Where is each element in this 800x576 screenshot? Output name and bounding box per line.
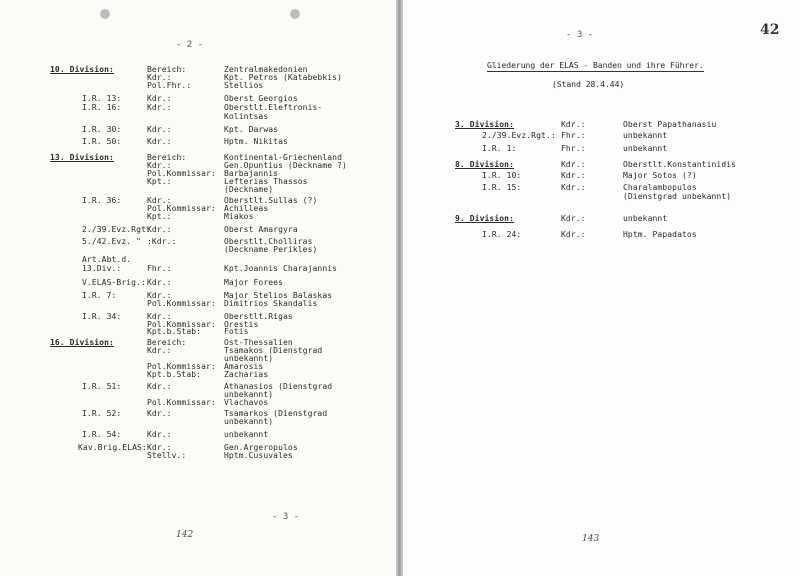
right-row-unit: I.R. 15:: [482, 183, 522, 192]
left-row-unit: I.R. 51:: [82, 382, 122, 391]
right-row-role: Fhr.:: [561, 131, 586, 140]
right-row-unit: I.R. 24:: [482, 230, 522, 239]
left-row-name: Stellios: [224, 81, 264, 90]
right-row-unit: 8. Division:: [455, 160, 514, 169]
left-row-role: Fhr.:: [147, 264, 172, 273]
page-gutter: [396, 0, 403, 576]
right-row-name: Major Sotos (?): [623, 171, 697, 180]
left-page-number-bottom: - 3 -: [272, 512, 300, 522]
left-folio-handwritten: 142: [176, 530, 194, 540]
left-row-name: Oberst Georgios: [224, 94, 298, 103]
left-row-name: Oberstlt.Rigas: [224, 312, 293, 321]
right-row-name: Oberstlt.Konstantinidis: [623, 160, 737, 169]
right-row-role: Fhr.:: [561, 144, 586, 153]
left-row-role: Pol.Kommissar:: [147, 320, 216, 329]
left-row-unit: I.R. 54:: [82, 430, 122, 439]
left-row-unit: I.R. 7:: [82, 291, 117, 300]
right-row-unit: 9. Division:: [455, 214, 514, 223]
left-row-role: Kpt.b.Stab:: [147, 370, 202, 379]
left-row-name: Achilleas: [224, 204, 269, 213]
right-row-unit: I.R. 10:: [482, 171, 522, 180]
left-row-name: Hptm. Nikitas: [224, 137, 288, 146]
left-row-unit: 5./42.Evz. ": [82, 237, 141, 246]
right-stand-date: (Stand 28.4.44): [552, 80, 625, 89]
left-row-unit: I.R. 13:: [82, 94, 122, 103]
left-row-role: Kdr.:: [147, 291, 172, 300]
left-row-name: Zentralmakedonien: [224, 65, 308, 74]
left-row-name: Kpt. Petros (Katabebkis): [224, 73, 342, 82]
left-row-name: Vlachavos: [224, 398, 269, 407]
left-row-name: Barbajannis: [224, 169, 279, 178]
left-page-number-top: - 2 -: [176, 40, 204, 50]
right-row-role: Kdr.:: [561, 160, 586, 169]
left-row-unit: I.R. 50:: [82, 137, 122, 146]
left-row-role: Kdr.:: [147, 409, 172, 418]
left-row-role: Kdr.:: [147, 94, 172, 103]
left-row-unit: I.R. 52:: [82, 409, 122, 418]
left-row-name: unbekannt): [224, 417, 274, 426]
left-row-name: Tsamarkos (Dienstgrad: [224, 409, 328, 418]
left-row-role: Kdr.:: [147, 161, 172, 170]
left-row-role: Pol.Kommissar:: [147, 169, 216, 178]
left-row-unit: 13.Div.:: [82, 264, 122, 273]
left-row-unit: 16. Division:: [50, 338, 114, 347]
left-row-name: Oberstlt.Sullas (?): [224, 196, 318, 205]
left-row-role: Kdr.:: [147, 278, 172, 287]
left-row-unit: 2./39.Evz.Rgt:: [82, 225, 151, 234]
left-row-role: Kdr.:: [147, 312, 172, 321]
left-row-name: Oberstlt.Cholliras: [224, 237, 313, 246]
left-row-role: Pol.Kommissar:: [147, 299, 216, 308]
left-row-name: Miakos: [224, 212, 254, 221]
left-row-unit: 10. Division:: [50, 65, 114, 74]
right-row-unit: I.R. 1:: [482, 144, 517, 153]
left-row-name: Amarosis: [224, 362, 264, 371]
right-row-unit: 3. Division:: [455, 120, 514, 129]
left-row-role: Kpt.b.Stab:: [147, 327, 202, 336]
right-row-role: Kdr.:: [561, 214, 586, 223]
left-row-name: Oberstlt.Eleftronis-: [224, 103, 323, 112]
left-row-role: Pol.Fhr.:: [147, 81, 192, 90]
left-row-role: Kdr.:: [147, 196, 172, 205]
left-page: [0, 0, 398, 576]
left-row-unit: Art.Abt.d.: [82, 255, 132, 264]
left-row-role: Stellv.:: [147, 451, 187, 460]
left-row-role: Kdr.:: [147, 443, 172, 452]
left-row-role: Bereich:: [147, 338, 187, 347]
left-row-unit: I.R. 30:: [82, 125, 122, 134]
left-row-name: Hptm.Cusuvales: [224, 451, 293, 460]
punch-hole: [100, 9, 110, 19]
right-row-name: Hptm. Papadatos: [623, 230, 697, 239]
left-row-unit: I.R. 34:: [82, 312, 122, 321]
left-row-name: Gen.Opuntius (Deckname ?): [224, 161, 347, 170]
right-row-name: (Dienstgrad unbekannt): [623, 192, 732, 201]
right-row-name: unbekannt: [623, 144, 668, 153]
right-row-name: unbekannt: [623, 131, 668, 140]
left-row-role: Kpt.:: [147, 212, 172, 221]
left-row-name: Major Stelios Balaskas: [224, 291, 333, 300]
left-row-name: Orestis: [224, 320, 259, 329]
left-row-role: Kpt.:: [147, 177, 172, 186]
right-row-name: unbekannt: [623, 214, 668, 223]
left-row-name: Kontinental-Griechenland: [224, 153, 342, 162]
left-row-unit: I.R. 36:: [82, 196, 122, 205]
right-row-role: Kdr.:: [561, 230, 586, 239]
right-corner-page-number: 42: [760, 22, 780, 38]
left-row-role: Kdr.:: [147, 346, 172, 355]
left-row-name: Oberst Amargyra: [224, 225, 298, 234]
left-row-name: Gen.Argeropulos: [224, 443, 298, 452]
right-row-unit: 2./39.Evz.Rgt.:: [482, 131, 556, 140]
right-row-role: Kdr.:: [561, 120, 586, 129]
left-row-name: Major Forees: [224, 278, 283, 287]
left-row-name: Ost-Thessalien: [224, 338, 293, 347]
left-row-name: Kolintsas: [224, 112, 269, 121]
left-row-role: :Kdr.:: [147, 237, 177, 246]
left-row-name: Tsamakos (Dienstgrad: [224, 346, 323, 355]
left-row-role: Pol.Kommissar:: [147, 398, 216, 407]
left-row-name: unbekannt): [224, 354, 274, 363]
left-row-role: Kdr.:: [147, 73, 172, 82]
left-row-unit: Kav.Brig.ELAS:: [78, 443, 147, 452]
left-row-role: Pol.Kommissar:: [147, 204, 216, 213]
right-row-name: Charalambopulos: [623, 183, 697, 192]
left-row-name: Kpt. Darwas: [224, 125, 279, 134]
left-row-unit: I.R. 16:: [82, 103, 122, 112]
right-row-name: Oberst Papathanasiu: [623, 120, 717, 129]
left-row-name: unbekannt): [224, 390, 274, 399]
right-page-number-top: - 3 -: [566, 30, 594, 40]
right-row-role: Kdr.:: [561, 171, 586, 180]
left-row-role: Kdr.:: [147, 430, 172, 439]
left-row-role: Bereich:: [147, 65, 187, 74]
right-folio-handwritten: 143: [582, 534, 600, 544]
left-row-name: (Deckname Perikles): [224, 245, 318, 254]
left-row-role: Bereich:: [147, 153, 187, 162]
left-row-name: unbekannt: [224, 430, 269, 439]
left-row-role: Kdr.:: [147, 125, 172, 134]
right-row-role: Kdr.:: [561, 183, 586, 192]
left-row-name: Zacharias: [224, 370, 269, 379]
left-row-name: Fotis: [224, 327, 249, 336]
left-row-role: Kdr.:: [147, 382, 172, 391]
left-row-name: Lefterias Thassos: [224, 177, 308, 186]
right-heading: Gliederung der ELAS - Banden und ihre Führer.: [487, 61, 704, 70]
left-row-role: Pol.Kommissar:: [147, 362, 216, 371]
punch-hole: [290, 9, 300, 19]
left-row-role: Kdr.:: [147, 137, 172, 146]
left-row-name: (Deckname): [224, 185, 274, 194]
left-row-name: Kpt.Joannis Charajannis: [224, 264, 338, 273]
left-row-unit: V.ELAS-Brig.:: [82, 278, 146, 287]
left-row-role: Kdr.:: [147, 103, 172, 112]
left-row-role: Kdr.:: [147, 225, 172, 234]
left-row-name: Dimitrios Skandalis: [224, 299, 318, 308]
left-row-name: Athanasios (Dienstgrad: [224, 382, 333, 391]
left-row-unit: 13. Division:: [50, 153, 114, 162]
